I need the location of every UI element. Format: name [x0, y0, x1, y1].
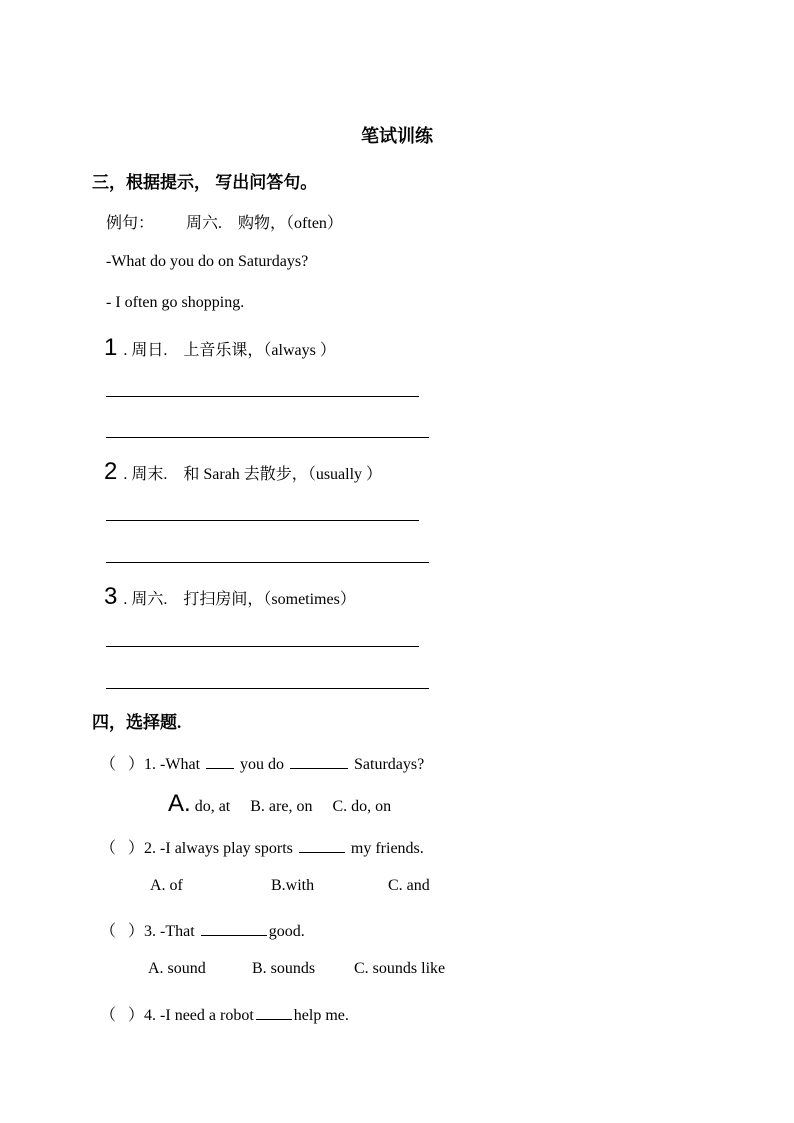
- q3-text-2: good.: [268, 923, 305, 940]
- item-3-day: . 周六.: [123, 591, 168, 608]
- q3-text-1: -That: [160, 923, 199, 940]
- q1-option-a: do, at: [190, 798, 231, 815]
- q2-number: 2.: [144, 840, 157, 857]
- q3-option-a: A. sound: [148, 960, 206, 977]
- q1-text-3: Saturdays?: [350, 756, 425, 773]
- question-3: [100, 918, 305, 941]
- section-4-heading: 四，选择题.: [92, 713, 182, 732]
- item-3-prompt: [104, 583, 356, 611]
- question-4: [100, 1002, 349, 1025]
- item-2-number: 2: [104, 458, 118, 485]
- example-answer: - I often go shopping.: [106, 294, 245, 311]
- item-1-number: 1: [104, 334, 118, 361]
- q3-number: 3.: [144, 923, 157, 940]
- q1-option-a-letter: A.: [168, 790, 191, 817]
- q1-options: [168, 790, 391, 818]
- item-1-activity: 上音乐课，: [183, 342, 264, 359]
- example-activity: 购物，: [238, 215, 287, 232]
- example-question: -What do you do on Saturdays?: [106, 253, 309, 270]
- q1-text-1: -What: [160, 756, 205, 773]
- item-1-day: . 周日.: [123, 342, 168, 359]
- q2-answer-paren[interactable]: （ ）: [100, 840, 145, 857]
- q1-blank-1: [206, 767, 234, 769]
- q1-option-c: C. do, on: [332, 798, 392, 815]
- q4-answer-paren[interactable]: （ ）: [100, 1007, 145, 1024]
- q1-number: 1.: [144, 756, 157, 773]
- q2-option-a: A. of: [150, 877, 183, 894]
- item-2-activity: 和 Sarah 去散步，: [183, 466, 308, 483]
- item-3-answer-line-1[interactable]: [106, 646, 419, 647]
- q1-option-b: B. are, on: [250, 798, 313, 815]
- question-2: [100, 835, 424, 858]
- item-3-number: 3: [104, 583, 118, 610]
- q1-blank-2: [290, 767, 348, 769]
- item-1-answer-line-2[interactable]: [106, 437, 429, 438]
- q4-blank-1: [256, 1018, 292, 1020]
- q1-answer-paren[interactable]: （ ）: [100, 756, 145, 773]
- q2-text-2: my friends.: [346, 840, 424, 857]
- q3-option-b: B. sounds: [252, 960, 316, 977]
- example-day: 周六.: [186, 215, 223, 232]
- page-title: 笔试训练: [361, 126, 433, 146]
- q3-blank-1: [201, 934, 267, 936]
- item-2-prompt: [104, 458, 382, 486]
- item-2-hint: （usually ）: [307, 466, 383, 483]
- item-1-prompt: [104, 334, 336, 362]
- section-3-heading: 三，根据提示， 写出问答句。: [92, 173, 318, 192]
- q1-text-2: you do: [236, 756, 289, 773]
- item-1-hint: （always ）: [263, 342, 336, 359]
- q2-text-1: -I always play sports: [160, 840, 297, 857]
- q3-option-c: C. sounds like: [354, 960, 446, 977]
- item-2-answer-line-2[interactable]: [106, 562, 429, 563]
- q2-option-c: C. and: [388, 877, 430, 894]
- item-3-activity: 打扫房间，: [183, 591, 264, 608]
- example-prompt: [106, 210, 343, 233]
- q4-number: 4.: [144, 1007, 157, 1024]
- item-2-day: . 周末.: [123, 466, 168, 483]
- q2-blank-1: [299, 851, 345, 853]
- item-2-answer-line-1[interactable]: [106, 520, 419, 521]
- q3-answer-paren[interactable]: （ ）: [100, 923, 145, 940]
- example-label: 例句：: [106, 215, 155, 232]
- example-hint: （often）: [286, 215, 343, 232]
- item-1-answer-line-1[interactable]: [106, 396, 419, 397]
- item-3-answer-line-2[interactable]: [106, 688, 429, 689]
- q2-option-b: B.with: [271, 877, 315, 894]
- q4-text-1: -I need a robot: [160, 1007, 254, 1024]
- question-1: [100, 751, 424, 774]
- item-3-hint: （sometimes）: [263, 591, 356, 608]
- q4-text-2: help me.: [293, 1007, 349, 1024]
